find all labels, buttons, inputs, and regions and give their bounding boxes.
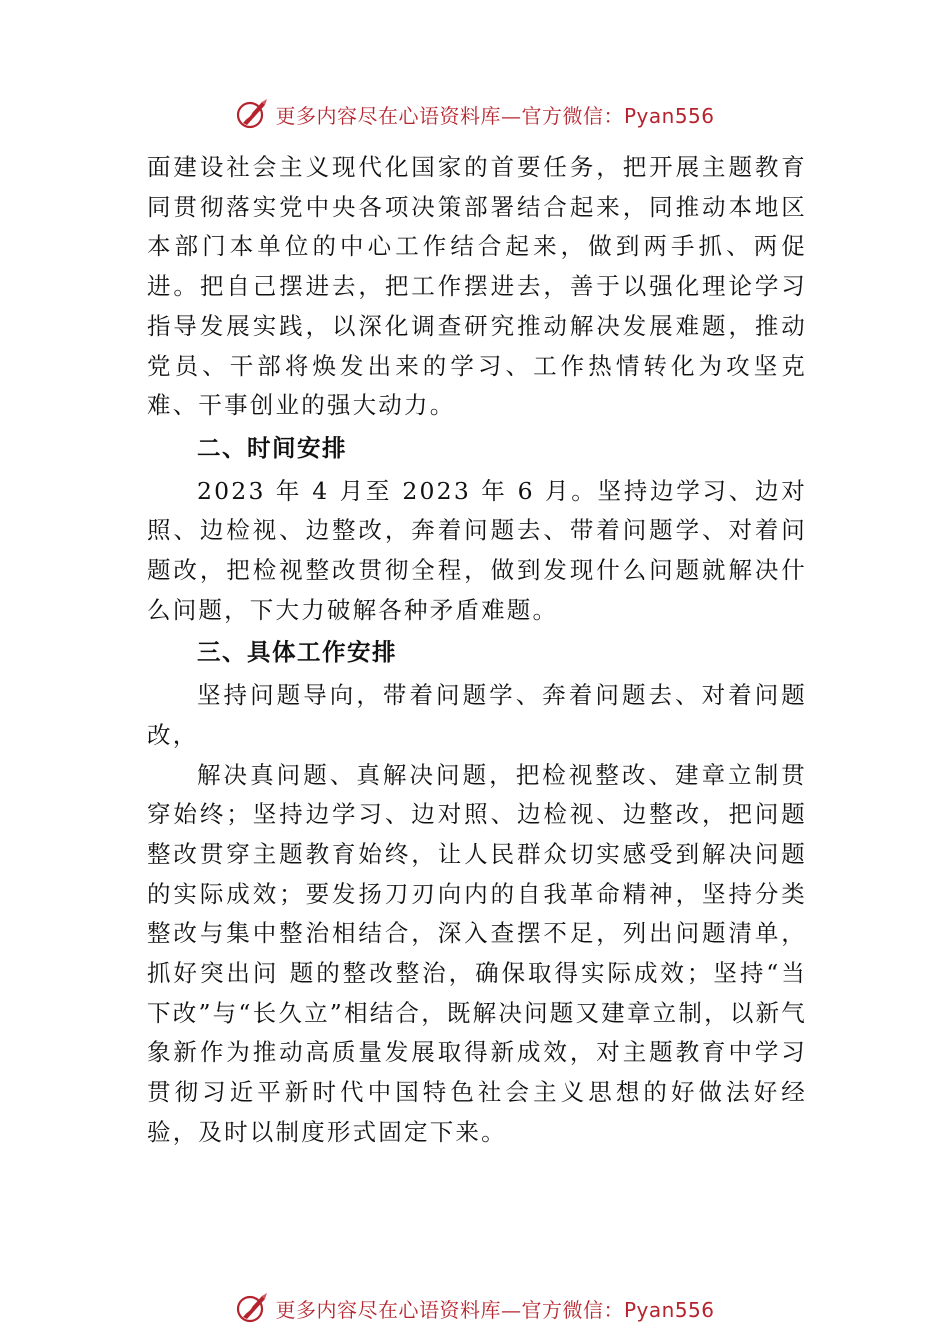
banner-wechat-id: Pyan556 — [623, 103, 715, 128]
header-banner — [0, 94, 950, 134]
paragraph-4: 解决真问题、真解决问题，把检视整改、建章立制贯穿始终；坚持边学习、边对照、边检视、边整改，把问题整改贯穿主题教育始终，让人民群众切实感受到解决问题的实际成效；要发扬刀刃向内的自我革命精神，坚持分类整改与集中整治相结合，深入查摆不足，列出问题清单，抓好突出问 题的整改整治，确保取得实际成效；坚持“当下改”与“长久立”相结合，既解决问题又建章立制，以新气象新作为推动高质量发展取得新成效，对主题教育中学习贯彻习近平新时代中国特色社会主义思想的好做法好经验，及时以制度形式固定下来。 — [147, 760, 807, 1146]
banner-wechat-label: 官方微信： — [521, 1297, 624, 1322]
banner-dash: — — [500, 1297, 522, 1322]
banner-dash: — — [500, 103, 522, 128]
document-body — [147, 148, 807, 1153]
banner-text — [275, 100, 714, 129]
quill-pen-logo-icon — [235, 1291, 269, 1325]
banner-wechat-label: 官方微信： — [521, 103, 624, 128]
banner-text — [275, 1294, 714, 1323]
section-heading-work-arrangement: 三、具体工作安排 — [197, 638, 397, 667]
quill-pen-logo-icon — [235, 97, 269, 131]
banner-title: 更多内容尽在心语资料库 — [275, 103, 501, 128]
banner-wechat-id: Pyan556 — [623, 1297, 715, 1322]
paragraph-2: 2023 年 4 月至 2023 年 6 月。坚持边学习、边对照、边检视、边整改，奔着问题去、带着问题学、对着问题改，把检视整改贯彻全程，做到发现什么问题就解决什么问题，下大力破解各种矛盾难题。 — [147, 476, 807, 624]
banner-title: 更多内容尽在心语资料库 — [275, 1297, 501, 1322]
section-heading-schedule: 二、时间安排 — [197, 433, 347, 462]
paragraph-3: 坚持问题导向，带着问题学、奔着问题去、对着问题改， — [147, 681, 807, 749]
footer-banner — [0, 1288, 950, 1328]
paragraph-1: 面建设社会主义现代化国家的首要任务，把开展主题教育同贯彻落实党中央各项决策部署结合起来，同推动本地区本部门本单位的中心工作结合起来，做到两手抓、两促进。把自己摆进去，把工作摆进去，善于以强化理论学习指导发展实践，以深化调查研究推动解决发展难题，推动党员、干部将焕发出来的学习、工作热情转化为攻坚克难、干事创业的强大动力。 — [147, 153, 807, 420]
